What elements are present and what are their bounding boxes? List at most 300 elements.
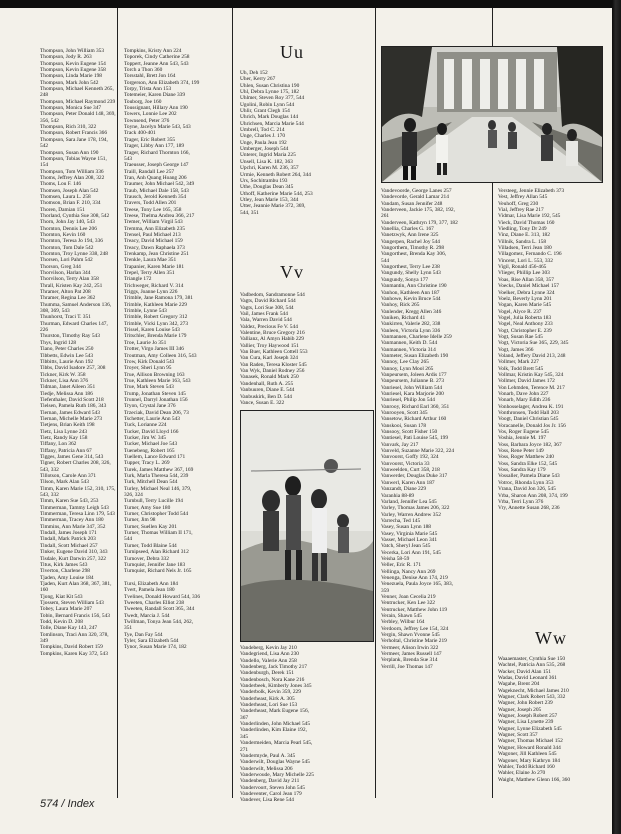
index-entry: Thompson, Mark John 542	[40, 79, 99, 86]
index-entry: Uhlir, Grant Clegh 154	[240, 108, 290, 115]
index-column-3-v	[240, 292, 373, 406]
index-entry: Urmie, Kenneth Robert 264, 344	[240, 171, 311, 178]
index-entry: Vantiesel, Pati Louise 545, 199	[381, 435, 449, 442]
index-entry: Van Buer, Kathleen Cottell 553	[240, 349, 308, 356]
index-entry: Towers, Lonnie Lee 202	[124, 111, 177, 118]
index-entry: Vandevorde, Gerald Lamar 214	[381, 194, 449, 201]
index-entry: Thompson, Tobias Wayne 151,	[40, 155, 107, 162]
index-entry: Torsstahl, Brett Jon 164	[124, 73, 176, 80]
index-entry: Thurston, Timothy Ray 543	[40, 333, 100, 340]
index-entry: Vandenberg, David Jay 211	[240, 778, 300, 785]
index-entry: Trzeciak, David Dean 206, 73	[124, 409, 189, 416]
index-entry: 349	[40, 637, 49, 644]
index-entry: Tvert, Pamela Jean 180	[124, 587, 175, 594]
index-entry: Viedling, Tony Dr 249	[498, 226, 547, 233]
index-entry: Vanpeursem, Joleen Ardis 177	[381, 371, 447, 378]
index-entry: Vergin, Shawn Yvonne 545	[381, 632, 440, 639]
index-entry: Vlieger, Phillip Lee 303	[498, 270, 550, 277]
index-entry: Uthoff, Katherine Marie 544, 253	[240, 190, 313, 197]
index-entry: Traeusser, Joseph George 147	[124, 162, 189, 169]
index-entry: Wagner, Scott 357	[498, 732, 538, 739]
index-entry: Tompkins, Karen Kay 372, 543	[40, 650, 108, 657]
index-entry: Thompson, Tom William 336	[40, 168, 104, 175]
index-entry: True, Kathleen Marie 163, 543	[124, 377, 191, 384]
index-entry: Vanriesel, Kara Marjorie 200	[381, 391, 444, 397]
index-entry: 543, 332	[40, 466, 59, 473]
index-entry: Tigner, Robert Charles 208, 326,	[40, 460, 111, 467]
index-entry: Vanbuuren, Diane E. 544	[240, 387, 295, 394]
index-entry: Thompson, Rich 310, 322	[40, 124, 97, 131]
index-entry: Twedt, Marcia J. 544	[124, 612, 170, 619]
index-entry: Thornton, Tom Dale 542	[40, 244, 94, 251]
index-entry: True, Mark Steven 543	[124, 384, 174, 391]
index-entry: Vonthronsen, Todd Hall 203	[498, 410, 559, 417]
index-entry: Turner, Thomas William II 171,	[124, 530, 193, 537]
index-entry: Torpy, Trista Ann 153	[124, 86, 172, 93]
index-entry: Vanwerder, Douglas Duke 317	[381, 473, 448, 480]
index-entry: Unterer, Ingrid Maria 225	[240, 152, 296, 159]
index-entry: Tiefenthaler, David Scott 218	[40, 396, 104, 403]
index-entry: Verbley, Wilbur 164	[381, 619, 425, 626]
index-entry: Trotter, Virgo James III 346	[124, 346, 185, 353]
index-entry: Vrana, David Jon 326, 545	[498, 486, 556, 493]
index-entry: Wahler, Elaine Jo 270	[498, 770, 546, 777]
index-entry: Turner, Amy Sue 180	[124, 504, 171, 511]
index-entry: Thompson, John William 353	[40, 48, 105, 54]
index-entry: Villnik, Sandra L. 158	[498, 238, 547, 245]
index-entry: Vieck, David Thomas 160	[498, 219, 555, 226]
index-entry: Vanasek, Ronald Mark 250	[240, 374, 299, 381]
index-entry: Turley, Michael Neal 146, 379,	[124, 485, 192, 492]
index-entry: Toyne, Jacelyn Marie 543, 543	[124, 124, 191, 131]
index-entry: Vandermeiden, Marcia Pearl 545,	[240, 740, 313, 747]
index-entry: Uh, Deh 152	[240, 70, 268, 76]
index-entry: Timm, Karen Marie 152, 310, 175,	[40, 485, 116, 492]
index-entry: Villadsen, Terri Jean 180	[498, 245, 552, 252]
index-entry: Unge, Paula Jean 192	[240, 139, 287, 146]
index-entry: Vogt, Christopher E. 239	[498, 327, 552, 334]
index-entry: 543, 332	[40, 492, 59, 499]
index-entry: Vest, Jeffrey Allan 545	[498, 194, 548, 201]
index-entry: Vadbedom, Sandramonne 544	[240, 292, 305, 298]
section-heading-v: Vv	[280, 262, 304, 282]
index-entry: Trichweger, Richard V. 314	[124, 282, 184, 289]
index-entry: Vankirren, Valerie 282, 338	[381, 321, 441, 328]
index-entry: Turk, Marla Theresa 544, 239	[124, 473, 189, 480]
section-heading-u: Uu	[280, 42, 304, 62]
index-entry: Tompkins, David Robert 159	[40, 644, 103, 651]
index-entry: Vanderlinden, Kim Elaine 192,	[240, 727, 307, 734]
index-entry: Uhrich, Mark Douglas 144	[240, 114, 299, 121]
index-entry: Verholtal, Christine Marie 219	[381, 638, 447, 645]
index-entry: Wagner, Lisa Lynette 239	[498, 719, 554, 726]
index-entry: Traumer, John Michael 542, 349	[124, 181, 195, 188]
index-entry: Wagner, Joseph Robert 257	[498, 713, 558, 720]
index-entry: Vellinga, Nancy Ann 269	[381, 568, 436, 575]
index-entry: Vanderwilt, Melissa 206	[240, 765, 293, 772]
index-entry: Turner, Jim 98	[124, 517, 156, 524]
index-entry: Upchri, Karen M. 236, 357	[240, 165, 299, 172]
index-entry: Vinz, Diane E. 313, 182	[498, 232, 550, 239]
index-entry: 544	[124, 536, 133, 543]
index-entry: Vanvark, Jay 217	[381, 441, 419, 448]
index-entry: Vansooy, Scott Fisher 150	[381, 429, 438, 436]
index-entry: Tibbitts, Laurie Ann 192	[40, 358, 94, 365]
index-entry: Ventrucker, Matthew John 119	[381, 606, 448, 613]
index-entry: Valentine, Bruce Gregory 216	[240, 330, 305, 337]
index-column-5-w	[498, 656, 608, 783]
index-entry: Tweeten, Charles Elliot 238	[124, 599, 185, 606]
index-entry: Wahler, Todd Richard 160	[498, 763, 555, 770]
photo-people-outdoors	[240, 410, 374, 642]
index-entry: Thorson, Greg 344	[40, 263, 81, 270]
index-entry: Triggs, Joanne Lynn 226	[124, 289, 178, 296]
index-entry: Tucker, David Lloyd 166	[124, 428, 179, 435]
index-entry: Thompson, Jody R. 263	[40, 54, 92, 61]
index-entry: Wagner, Lynne Elizabeth 545	[498, 725, 562, 732]
index-entry: Vannoy, Lee Clay 265	[381, 359, 429, 366]
index-entry: Unsell, Lisa K. 182, 363	[240, 158, 293, 165]
index-entry: Titus, Kirk James 543	[40, 561, 88, 568]
index-column-1	[40, 48, 116, 657]
column-divider	[375, 8, 376, 798]
index-entry: Von Lehmden, Terence M. 217	[498, 384, 565, 391]
index-entry: Voss, Rene Peter 149	[498, 448, 544, 455]
index-entry: Tuck, Lorianne 224	[124, 422, 167, 429]
index-entry: Vanmannen, Victoria 314	[381, 346, 436, 353]
index-entry: Wachtel, Patricia Ann 535, 268	[498, 662, 566, 669]
index-entry: Ugolini, Robin Lynn 544	[240, 101, 295, 108]
index-entry: 543	[124, 155, 133, 162]
index-entry: Thompson, Monica Sue 347	[40, 105, 102, 112]
index-entry: Trager, Libby Ann 177, 189	[124, 143, 185, 150]
index-entry: Vagts, Lori Sue 308, 544	[240, 304, 294, 311]
index-entry: Treese, Tony Lee 165, 358	[124, 206, 182, 213]
index-entry: Twillman, Tonya Jean 544, 262,	[124, 618, 194, 625]
page-edge	[612, 0, 621, 834]
index-entry: Tindall, James Joseph 171	[40, 530, 97, 537]
index-entry: Villagomez, Fernando C. 196	[498, 251, 562, 258]
index-entry: Voland, Jeffery David 213, 248	[498, 352, 566, 359]
index-entry: Voshia, Jennie M. 197	[498, 435, 546, 442]
index-entry: Vandenburgh, Derek 151	[240, 670, 294, 677]
index-entry: Veller, Eric R. 171	[381, 562, 422, 569]
index-entry: Voracanelle, Donald Jos Jr. 156	[498, 422, 566, 429]
index-entry: Thys, Ingrid 128	[40, 339, 77, 346]
index-entry: Tickner, Lisa Ann 376	[40, 377, 89, 384]
index-entry: Tran, Anh Quang Hoang 206	[124, 174, 187, 181]
index-entry: Vallianz, Al Amyn Habib 229	[240, 336, 304, 343]
index-entry: 226	[40, 327, 49, 334]
index-entry: Vermeer, Alison Irwin 322	[381, 644, 439, 651]
index-entry: Treacy, Dawn Raphaela 373	[124, 244, 185, 251]
index-entry: Treacy, David Michael 159	[124, 238, 183, 245]
index-entry: Tjossem, Steven William 543	[40, 599, 104, 606]
index-entry: Turner, Suellen Kay 201	[124, 523, 177, 530]
index-entry: Tiffany, Lon 362	[40, 441, 77, 448]
index-entry: Vandam, Susan Jennifer 248	[381, 200, 443, 207]
index-entry: Toussignant, Hillary Ann 190	[124, 105, 188, 112]
index-entry: Vangundy, Sonya 177	[381, 276, 429, 283]
index-entry: Vanhoy, Rick 265	[381, 302, 420, 309]
index-entry: 345	[240, 733, 249, 740]
index-entry: Tiernan, James Edward 543	[40, 409, 100, 416]
index-entry: Touborg, Joe 160	[124, 98, 162, 105]
index-entry: Vangorthem, Timothy R. 298	[381, 245, 445, 252]
index-column-4	[381, 188, 491, 670]
index-entry: Vance, Susan E. 322	[240, 399, 285, 406]
index-entry: Triangle 172	[124, 276, 152, 283]
index-entry: Voss, Roger Matthew 240	[498, 454, 554, 461]
index-entry: 308, 369, 543	[40, 308, 70, 315]
index-entry: Trimble, Vicki Lynn 342, 273	[124, 320, 189, 327]
index-entry: Tryon, Crystal Jane 376	[124, 403, 176, 410]
index-entry: Tobin, Bernard Francis 156, 543	[40, 612, 110, 619]
index-entry: Wagoner, Jill Kathleen 545	[498, 751, 557, 758]
index-entry: Vangerpen, Rachel Joy 544	[381, 238, 440, 245]
index-entry: Voecks, Daniel Michael 157	[498, 283, 559, 290]
index-entry: Trenkle, Laura Mae 351	[124, 257, 177, 264]
index-entry: Urs, Sochitrambu 193	[240, 177, 288, 184]
index-entry: Timmerman, Teresa Linn 179, 543	[40, 511, 115, 518]
index-entry: 326, 324	[124, 492, 143, 499]
index-entry: Vandervoort, Steven John 545	[240, 784, 305, 791]
index-entry: Tuenebeng, Robert 165	[124, 447, 175, 454]
index-entry: Vanderbolk, Kevin 359, 229	[240, 689, 301, 696]
index-entry: Wacker, David Alan 151	[498, 668, 551, 675]
index-entry: Vry, Annette Susan 268, 236	[498, 505, 560, 512]
index-entry: Wagahe, Brent 204	[498, 681, 540, 688]
index-entry: Vanderveen, Jackie 175, 382, 192,	[381, 207, 455, 214]
index-entry: 351	[124, 625, 133, 632]
index-entry: Vollmer, Mark 227	[498, 359, 539, 366]
index-entry: Thomsen, Joseph Alan 542	[40, 187, 99, 194]
index-entry: Thorland, Cynthia Sue 308, 542	[40, 212, 110, 219]
index-entry: Tritschler, Brenda Marie 179	[124, 333, 187, 340]
index-entry: Van Cura, Karl Joseph 324	[240, 355, 298, 362]
index-entry: Vaniken, Richard 41	[381, 314, 426, 321]
index-entry: Thomsen, Laura L. 258	[40, 193, 91, 200]
index-entry: 356, 542	[40, 117, 59, 124]
index-entry: Turek, James Matthew 367, 169	[124, 466, 194, 473]
index-entry: Vrba, Terri Lynn 376	[498, 498, 544, 505]
index-entry: Tillotson, Carole Ann 371	[40, 473, 97, 480]
index-entry: Thompson, Michael Raymond 239	[40, 98, 116, 105]
index-entry: Thramer, Alton Pat 208	[40, 289, 91, 296]
index-entry: Vonhosselager, Andrea K. 191	[498, 403, 564, 410]
index-entry: Waight, Matthew Glenn 166, 360	[498, 776, 571, 783]
index-entry: Tietjens, Brian Keith 198	[40, 422, 95, 429]
index-entry: Trump, Jonathan Steven 145	[124, 390, 186, 397]
index-entry: Thoms, Lou F. 146	[40, 181, 82, 188]
index-entry: Tucker, Michael Joe 543	[124, 441, 178, 448]
index-entry: Vanveld, Suzanne Marie 322, 224	[381, 448, 455, 455]
index-entry: Tjong, Kiat Kit 543	[40, 593, 83, 600]
index-entry: Thompson, Robert Francis 366	[40, 130, 108, 137]
index-entry: Vandermyde, Paul A. 345	[240, 752, 296, 759]
index-entry: Trissel, Karen Louise 543	[124, 327, 180, 334]
index-entry: Trepel, Terry Allen 351	[124, 270, 175, 277]
index-entry: Vermeer, James Russell 147	[381, 651, 442, 658]
index-column-2	[124, 48, 231, 651]
index-entry: Tolle, Diane Kay 143, 247	[40, 625, 98, 632]
index-entry: 160	[40, 587, 49, 594]
index-entry: Thomson, Brian F. 210, 334	[40, 200, 101, 207]
section-heading-w: Ww	[535, 628, 567, 648]
index-entry: Voas, Rise Allan 358, 357	[498, 276, 554, 283]
index-entry: Trausch, Jerold Kenneth 354	[124, 193, 187, 200]
index-entry: Timmerman, Tammy Leigh 543	[40, 504, 109, 511]
index-entry: Vogt, James 366	[498, 346, 534, 353]
index-entry: Vogel, Neal Anthony 233	[498, 321, 553, 328]
index-entry: Thompson, Linda Marie 198	[40, 73, 102, 80]
index-entry: Vandello, Valerie Ann 258	[240, 657, 297, 664]
index-entry: Utley, Jean Marie 153, 344	[240, 196, 299, 203]
index-entry: Vogan, Karen Marie 545	[498, 302, 552, 309]
index-entry: Vanweelden, Curt 358, 218	[381, 467, 440, 474]
index-entry: Vandeventer, Carol Jean 179	[240, 790, 302, 797]
index-entry: Uhl, Debra Lynne 175, 182	[240, 89, 299, 96]
index-entry: Versteeg, Jennie Elizabeth 373	[498, 188, 565, 194]
index-entry: Tiedje, Melissa Ann 186	[40, 390, 93, 397]
index-entry: Trimble, Kathleen Marie 229	[124, 301, 187, 308]
index-entry: Tibbetts, Edwin Lee 543	[40, 352, 94, 359]
index-entry: Thompson, Kevin Eugene 154	[40, 60, 106, 67]
index-entry: Turner, Christopher Todd 544	[124, 511, 189, 518]
index-entry: Vasey, Susan Lynn 188	[381, 524, 431, 531]
index-entry: Venner, Joan Cecelia 219	[381, 594, 436, 600]
index-entry: 261	[381, 213, 390, 220]
index-entry: Tobey, Laura Marie 207	[40, 606, 92, 613]
index-entry: Unge, Charles J. 170	[240, 133, 286, 140]
index-entry: Townsend, Peter 376	[124, 117, 170, 124]
index-entry: Valdez, Precious Fe V. 544	[240, 323, 298, 330]
index-entry: Varley, Thomas James 206, 322	[381, 505, 450, 512]
index-entry: Wagner, Joseph 205	[498, 706, 542, 713]
index-entry: Voelker, Debra Lynne 324	[498, 289, 555, 296]
index-entry: Vanderlinden, John Michael 545	[240, 721, 311, 728]
index-entry: Trager, Richard Thornton 166,	[124, 149, 190, 156]
index-entry: Vansetow, Richard Arthur 160	[381, 416, 447, 423]
index-entry: Vanderbeek, Kimberly Jones 345	[240, 683, 312, 690]
header-rule	[0, 0, 612, 8]
column-divider	[117, 8, 118, 798]
index-entry: Vanlender, Kregg Allen 346	[381, 308, 442, 315]
index-entry: Tupper, Tracy L. 269	[124, 460, 170, 467]
index-entry: Vanvoorst, Goffy 192, 324	[381, 454, 439, 461]
index-entry: Vial, Jeffrey Rae 217	[498, 207, 544, 214]
index-entry: Traub, Michael Dale 158, 543	[124, 187, 189, 194]
index-entry: Vandevoorde, George Lanes 257	[381, 188, 452, 194]
index-entry: Thoren, Damian 151	[40, 206, 85, 213]
index-entry: Varland, Jennifer Lea 545	[381, 498, 437, 505]
index-entry: Thompson, Sara Jane 178, 194,	[40, 136, 108, 143]
index-entry: Thramer, Regina Lee 362	[40, 295, 96, 302]
index-entry: Tindall, Scott Michael 257	[40, 542, 98, 549]
index-entry: Tschetter, Laurie Ann 543	[124, 415, 180, 422]
index-entry: Vala, Warren David 544	[240, 317, 292, 324]
index-entry: Vollmer, David James 172	[498, 378, 555, 385]
index-entry: Totemeier, Karen Diane 339	[124, 92, 186, 99]
index-entry: Verdoorn, Jeffrey Lee 154, 324	[381, 625, 449, 632]
index-entry: Troyer, Sheri Lynn 95	[124, 365, 172, 372]
column-divider	[232, 8, 233, 798]
index-entry: Wageknecht, Michael James 210	[498, 687, 569, 694]
index-entry: Turnover, Debra 332	[124, 555, 169, 562]
index-entry: Vanderheast, Lori Sue 153	[240, 702, 298, 709]
index-entry: Vanriesel, Philip Jon 544	[381, 397, 435, 404]
index-entry: Travers, Todd Allen 201	[124, 200, 177, 207]
index-entry: Vanetzwyk, Ann Irene 325	[381, 232, 439, 239]
index-entry: Wagner, Howard Ronald 344	[498, 744, 561, 751]
index-entry: Waaaemaster, Cynthia Sue 150	[498, 656, 566, 662]
index-entry: Volk, Todd Brett 545	[498, 365, 544, 372]
index-column-3-u	[240, 70, 373, 216]
index-entry: Varanhia 88-89	[381, 492, 415, 499]
index-entry: Trimble, Robert Gregory 312	[124, 314, 188, 321]
index-entry: Venenga, Denise Ann 174, 219	[381, 574, 448, 581]
index-entry: Vanhon, Kathleen Ann 187	[381, 289, 440, 296]
index-entry: Traill, Randall Lee 257	[124, 168, 175, 175]
index-entry: Wagner, Clark Robert 543, 332	[498, 694, 566, 701]
index-entry: Voss, Sandra Kay 179	[498, 467, 546, 474]
index-entry: 544	[381, 257, 390, 264]
index-entry: Trimble, Lynne 543	[124, 308, 167, 315]
index-entry: 544, 351	[240, 209, 259, 216]
index-entry: Vonarb, Dave John 227	[498, 391, 549, 397]
index-entry: Veuhoff, Greg 230	[498, 200, 539, 207]
index-entry: Thornton, Dennis Lee 206	[40, 225, 97, 232]
index-entry: Vogt, Victoria Sue 365, 229, 345	[498, 340, 569, 347]
index-entry: Vrba, Sharon Ann 208, 374, 199	[498, 492, 568, 499]
index-entry: Tyler, Sara Elizabeth 544	[124, 637, 179, 644]
index-entry: Vanrooy, Richard Earl 360, 351	[381, 403, 450, 410]
index-entry: Veisha 58-59	[381, 555, 410, 562]
index-entry: Tietz, Randy Kay 158	[40, 434, 88, 441]
index-entry: Ventrucker, Ken Lee 322	[381, 600, 435, 607]
photo-campus-walkway	[381, 46, 603, 183]
index-entry: Thorsen, Lori Pahm 542	[40, 257, 93, 264]
index-entry: Trager, Eric Robert 355	[124, 136, 176, 143]
index-entry: Verain, Shawn 545	[381, 613, 422, 620]
index-entry: Tye, Dan Fay 544	[124, 631, 163, 638]
index-entry: Umberger, Joseph 544	[240, 146, 289, 153]
page-number: 574 / Index	[40, 798, 95, 810]
index-entry: Torgerson, Ann Elizabeth 374, 199	[124, 79, 200, 86]
index-entry: Vanderwilt, Douglas Wayne 545	[240, 759, 310, 766]
index-entry: Voelz, Beverly Lynn 201	[498, 295, 552, 302]
index-entry: Vallier, Troy Haywood 151	[240, 342, 299, 349]
index-entry: Thornton, Teresa Jo 194, 336	[40, 238, 104, 245]
index-entry: Tickner, Kirk W. 358	[40, 371, 86, 378]
index-entry: Tidman, Janet Aileen 351	[40, 384, 96, 391]
index-entry: Tiffany, Patricia Ann 67	[40, 447, 92, 454]
index-entry: Tomlinson, Traci Ann 320, 378,	[40, 631, 109, 638]
index-entry: Vangorthest, Terry Lee 238	[381, 264, 440, 271]
index-entry: True, Allison Browning 163	[124, 371, 185, 378]
index-entry: Thumma, Samuel Anderson 136,	[40, 301, 112, 308]
index-entry: Trunnel, Darryl Jonathan 156	[124, 396, 188, 403]
index-entry: Vecerka, Lori Ann 191, 545	[381, 549, 441, 556]
index-entry: Vasser, Michael Leon 341	[381, 536, 438, 543]
index-entry: Vanmannen, Keith D. 544	[381, 340, 438, 347]
index-entry: Tietz, Lisa Lynne 243	[40, 428, 88, 435]
index-entry: Varrecha, Ted 145	[381, 517, 421, 524]
index-entry: Vanpeursem, Julianne B. 273	[381, 378, 445, 385]
index-entry: Wagner, John Robert 239	[498, 700, 553, 707]
index-entry: Timm, Karen Sue 543, 253	[40, 498, 99, 505]
index-entry: Vos, Roger Eugene 545	[498, 429, 549, 436]
